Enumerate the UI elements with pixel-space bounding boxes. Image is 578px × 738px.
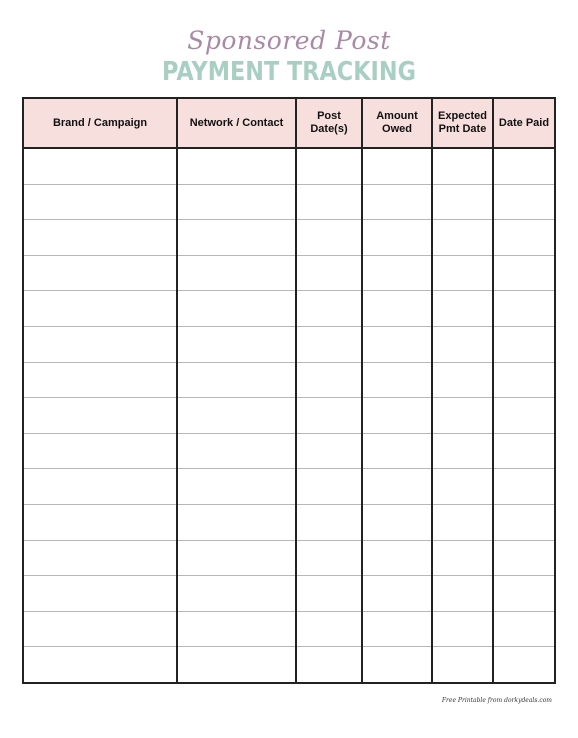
cell-expected-pmt-date[interactable] xyxy=(432,362,493,398)
cell-post-dates[interactable] xyxy=(296,255,362,291)
cell-amount-owed[interactable] xyxy=(362,255,432,291)
table-row xyxy=(23,326,555,362)
table-row xyxy=(23,220,555,256)
cell-brand-campaign[interactable] xyxy=(23,220,177,256)
table-row xyxy=(23,148,555,184)
cell-post-dates[interactable] xyxy=(296,576,362,612)
cell-post-dates[interactable] xyxy=(296,504,362,540)
cell-network-contact[interactable] xyxy=(177,148,296,184)
cell-network-contact[interactable] xyxy=(177,433,296,469)
cell-post-dates[interactable] xyxy=(296,326,362,362)
column-header-expected-pmt-date: Expected Pmt Date xyxy=(432,98,493,148)
cell-post-dates[interactable] xyxy=(296,398,362,434)
cell-network-contact[interactable] xyxy=(177,647,296,683)
cell-expected-pmt-date[interactable] xyxy=(432,398,493,434)
cell-network-contact[interactable] xyxy=(177,398,296,434)
cell-expected-pmt-date[interactable] xyxy=(432,326,493,362)
table-row xyxy=(23,184,555,220)
cell-date-paid[interactable] xyxy=(493,220,555,256)
cell-post-dates[interactable] xyxy=(296,291,362,327)
cell-date-paid[interactable] xyxy=(493,504,555,540)
cell-post-dates[interactable] xyxy=(296,220,362,256)
cell-post-dates[interactable] xyxy=(296,184,362,220)
cell-brand-campaign[interactable] xyxy=(23,433,177,469)
cell-network-contact[interactable] xyxy=(177,220,296,256)
cell-expected-pmt-date[interactable] xyxy=(432,469,493,505)
cell-amount-owed[interactable] xyxy=(362,184,432,220)
cell-date-paid[interactable] xyxy=(493,362,555,398)
table-row xyxy=(23,647,555,683)
cell-amount-owed[interactable] xyxy=(362,362,432,398)
cell-expected-pmt-date[interactable] xyxy=(432,148,493,184)
cell-date-paid[interactable] xyxy=(493,326,555,362)
cell-network-contact[interactable] xyxy=(177,291,296,327)
cell-amount-owed[interactable] xyxy=(362,504,432,540)
table-row xyxy=(23,576,555,612)
cell-expected-pmt-date[interactable] xyxy=(432,504,493,540)
table-row xyxy=(23,504,555,540)
cell-date-paid[interactable] xyxy=(493,611,555,647)
cell-amount-owed[interactable] xyxy=(362,326,432,362)
cell-amount-owed[interactable] xyxy=(362,469,432,505)
cell-amount-owed[interactable] xyxy=(362,611,432,647)
cell-amount-owed[interactable] xyxy=(362,220,432,256)
cell-expected-pmt-date[interactable] xyxy=(432,291,493,327)
table-row xyxy=(23,433,555,469)
cell-brand-campaign[interactable] xyxy=(23,184,177,220)
cell-date-paid[interactable] xyxy=(493,540,555,576)
cell-network-contact[interactable] xyxy=(177,504,296,540)
cell-brand-campaign[interactable] xyxy=(23,540,177,576)
cell-amount-owed[interactable] xyxy=(362,540,432,576)
cell-expected-pmt-date[interactable] xyxy=(432,576,493,612)
column-header-post-dates: Post Date(s) xyxy=(296,98,362,148)
cell-network-contact[interactable] xyxy=(177,184,296,220)
table-row xyxy=(23,611,555,647)
cell-brand-campaign[interactable] xyxy=(23,148,177,184)
cell-expected-pmt-date[interactable] xyxy=(432,220,493,256)
column-header-amount-owed: Amount Owed xyxy=(362,98,432,148)
cell-expected-pmt-date[interactable] xyxy=(432,184,493,220)
cell-expected-pmt-date[interactable] xyxy=(432,433,493,469)
page-subtitle-script: Sponsored Post xyxy=(187,26,391,55)
cell-post-dates[interactable] xyxy=(296,647,362,683)
cell-brand-campaign[interactable] xyxy=(23,647,177,683)
cell-brand-campaign[interactable] xyxy=(23,611,177,647)
table-body xyxy=(23,148,555,683)
cell-brand-campaign[interactable] xyxy=(23,576,177,612)
cell-network-contact[interactable] xyxy=(177,362,296,398)
cell-amount-owed[interactable] xyxy=(362,433,432,469)
cell-date-paid[interactable] xyxy=(493,469,555,505)
cell-expected-pmt-date[interactable] xyxy=(432,611,493,647)
table-row xyxy=(23,398,555,434)
column-header-brand-campaign: Brand / Campaign xyxy=(23,98,177,148)
cell-amount-owed[interactable] xyxy=(362,398,432,434)
cell-expected-pmt-date[interactable] xyxy=(432,540,493,576)
table-row xyxy=(23,291,555,327)
cell-amount-owed[interactable] xyxy=(362,647,432,683)
cell-date-paid[interactable] xyxy=(493,576,555,612)
cell-date-paid[interactable] xyxy=(493,647,555,683)
cell-network-contact[interactable] xyxy=(177,611,296,647)
cell-post-dates[interactable] xyxy=(296,611,362,647)
cell-brand-campaign[interactable] xyxy=(23,362,177,398)
cell-network-contact[interactable] xyxy=(177,469,296,505)
cell-expected-pmt-date[interactable] xyxy=(432,255,493,291)
payment-tracking-table xyxy=(22,97,556,684)
cell-post-dates[interactable] xyxy=(296,433,362,469)
table-row xyxy=(23,362,555,398)
cell-date-paid[interactable] xyxy=(493,148,555,184)
cell-brand-campaign[interactable] xyxy=(23,504,177,540)
cell-date-paid[interactable] xyxy=(493,433,555,469)
table-header-row xyxy=(23,98,555,148)
table-row xyxy=(23,469,555,505)
cell-date-paid[interactable] xyxy=(493,184,555,220)
column-header-network-contact: Network / Contact xyxy=(177,98,296,148)
cell-brand-campaign[interactable] xyxy=(23,326,177,362)
column-header-date-paid: Date Paid xyxy=(493,98,555,148)
cell-expected-pmt-date[interactable] xyxy=(432,647,493,683)
table-row xyxy=(23,540,555,576)
page-title: PAYMENT TRACKING xyxy=(162,57,416,87)
cell-network-contact[interactable] xyxy=(177,540,296,576)
cell-amount-owed[interactable] xyxy=(362,291,432,327)
cell-network-contact[interactable] xyxy=(177,576,296,612)
footer-credit: Free Printable from dorkydeals.com xyxy=(441,697,552,704)
cell-post-dates[interactable] xyxy=(296,148,362,184)
cell-brand-campaign[interactable] xyxy=(23,469,177,505)
cell-post-dates[interactable] xyxy=(296,469,362,505)
cell-brand-campaign[interactable] xyxy=(23,398,177,434)
cell-amount-owed[interactable] xyxy=(362,576,432,612)
cell-date-paid[interactable] xyxy=(493,255,555,291)
cell-post-dates[interactable] xyxy=(296,362,362,398)
cell-brand-campaign[interactable] xyxy=(23,291,177,327)
cell-network-contact[interactable] xyxy=(177,326,296,362)
cell-brand-campaign[interactable] xyxy=(23,255,177,291)
cell-amount-owed[interactable] xyxy=(362,148,432,184)
table-row xyxy=(23,255,555,291)
cell-network-contact[interactable] xyxy=(177,255,296,291)
cell-date-paid[interactable] xyxy=(493,291,555,327)
cell-date-paid[interactable] xyxy=(493,398,555,434)
cell-post-dates[interactable] xyxy=(296,540,362,576)
